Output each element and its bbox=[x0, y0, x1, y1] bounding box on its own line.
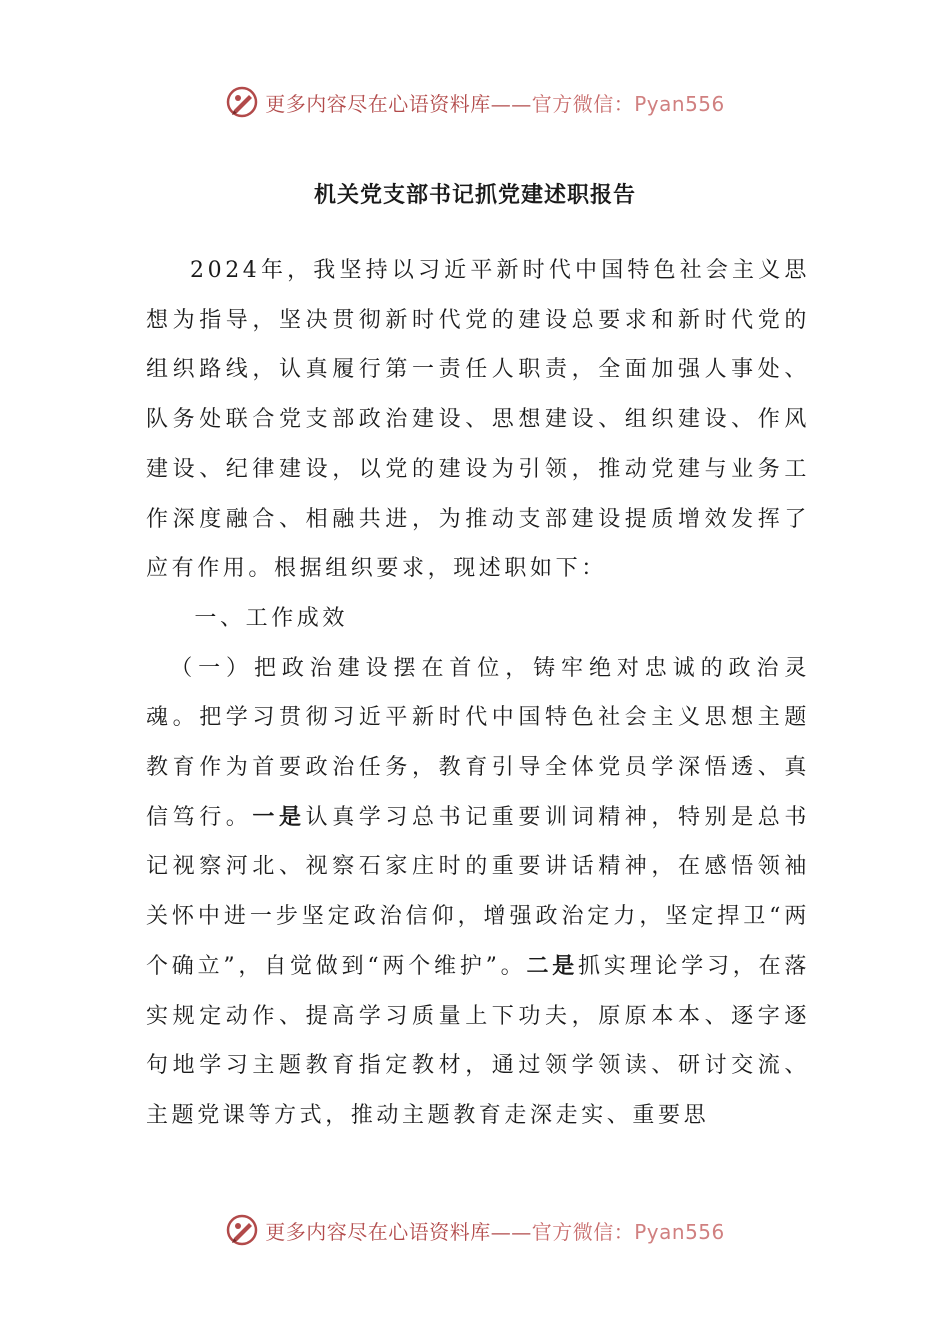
pen-logo-icon bbox=[225, 1213, 259, 1247]
section-heading: 一、工作成效 bbox=[194, 605, 348, 631]
watermark-text: 更多内容尽在心语资料库——官方微信：Pyan556 bbox=[265, 1219, 725, 1244]
document-title: 机关党支部书记抓党建述职报告 bbox=[313, 183, 636, 208]
pen-logo-icon bbox=[225, 85, 259, 119]
intro-paragraph: 2024年，我坚持以习近平新时代中国特色社会主义思想为指导，坚决贯彻新时代党的建设总要求和新时代党的组织路线，认真履行第一责任人职责，全面加强人事处、队务处联合党支部政治建设、思想建设、组织建设、作风建设、纪律建设，以党的建设为引领，推动党建与业务工作深度融合、相融共进，为推动支部建设提质增效发挥了应有作用。根据组织要求，现述职如下： bbox=[146, 258, 810, 582]
header-watermark bbox=[0, 82, 950, 122]
document-body bbox=[146, 246, 810, 1141]
subsection-paragraph: （一）把政治建设摆在首位，铸牢绝对忠诚的政治灵魂。把学习贯彻习近平新时代中国特色社会主义思想主题教育作为首要政治任务，教育引导全体党员学深悟透、真信笃行。一是认真学习总书记重要训词精神，特别是总书记视察河北、视察石家庄时的重要讲话精神，在感悟领袖关怀中进一步坚定政治信仰，增强政治定力，坚定捍卫“两个确立”，自觉做到“两个维护”。二是抓实理论学习，在落实规定动作、提高学习质量上下功夫，原原本本、逐字逐句地学习主题教育指定教材，通过领学领读、研讨交流、主题党课等方式，推动主题教育走深走实、重要思 bbox=[146, 655, 811, 1128]
watermark-text: 更多内容尽在心语资料库——官方微信：Pyan556 bbox=[265, 91, 725, 116]
footer-watermark bbox=[0, 1210, 950, 1250]
